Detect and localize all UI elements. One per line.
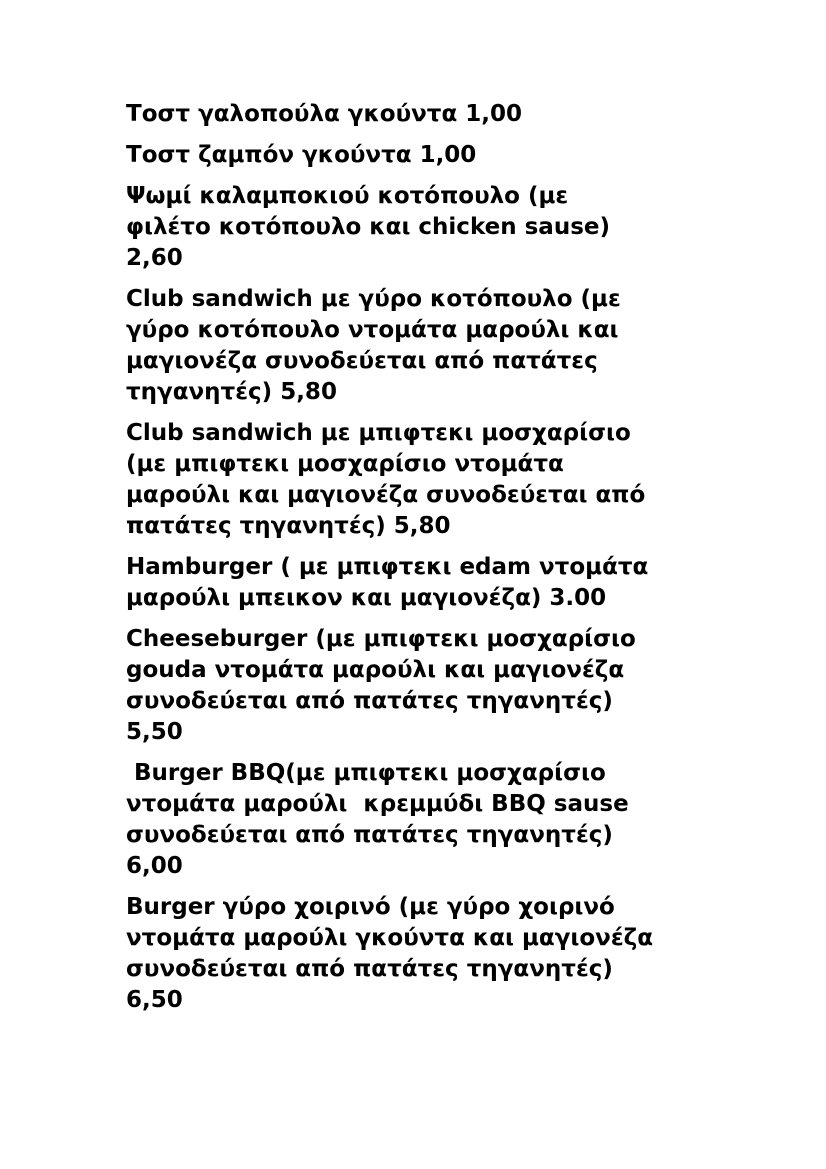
menu-item-club-beef-patty: Club sandwich με μπιφτεκι μοσχαρίσιο (με μπιφτεκι μοσχαρίσιο ντομάτα μαρούλι και μαγιονέζα συνοδεύεται από πατάτες τηγανητές) 5,80: [126, 420, 646, 539]
menu-item-club-chicken-gyro: Club sandwich με γύρο κοτόπουλο (με γύρο κοτόπουλο ντομάτα μαρούλι και μαγιονέζα συνοδεύεται από πατάτες τηγανητές) 5,80: [126, 286, 621, 405]
menu-item-cornbread-chicken: Ψωμί καλαμποκιού κοτόπουλο (με φιλέτο κοτόπουλο και chicken sause) 2,60: [126, 183, 610, 271]
menu-list: [126, 99, 726, 1026]
menu-item-toast-turkey: Τοστ γαλοπούλα γκούντα 1,00: [126, 101, 523, 127]
menu-item-cheeseburger: Cheeseburger (με μπιφτεκι μοσχαρίσιο gouda ντομάτα μαρούλι και μαγιονέζα συνοδεύεται από πατάτες τηγανητές) 5,50: [126, 626, 636, 745]
menu-item-burger-pork-gyro: Burger γύρο χοιρινό (με γύρο χοιρινό ντομάτα μαρούλι γκούντα και μαγιονέζα συνοδεύεται από πατάτες τηγανητές) 6,50: [126, 894, 654, 1013]
menu-item-toast-ham: Τοστ ζαμπόν γκούντα 1,00: [126, 142, 477, 168]
menu-item-hamburger: Hamburger ( με μπιφτεκι edam ντομάτα μαρούλι μπεικον και μαγιονέζα) 3.00: [126, 554, 649, 611]
menu-item-burger-bbq: Burger BBQ(με μπιφτεκι μοσχαρίσιο ντομάτα μαρούλι κρεμμύδι BBQ sause συνοδεύεται από πατάτες τηγανητές) 6,00: [126, 760, 629, 879]
